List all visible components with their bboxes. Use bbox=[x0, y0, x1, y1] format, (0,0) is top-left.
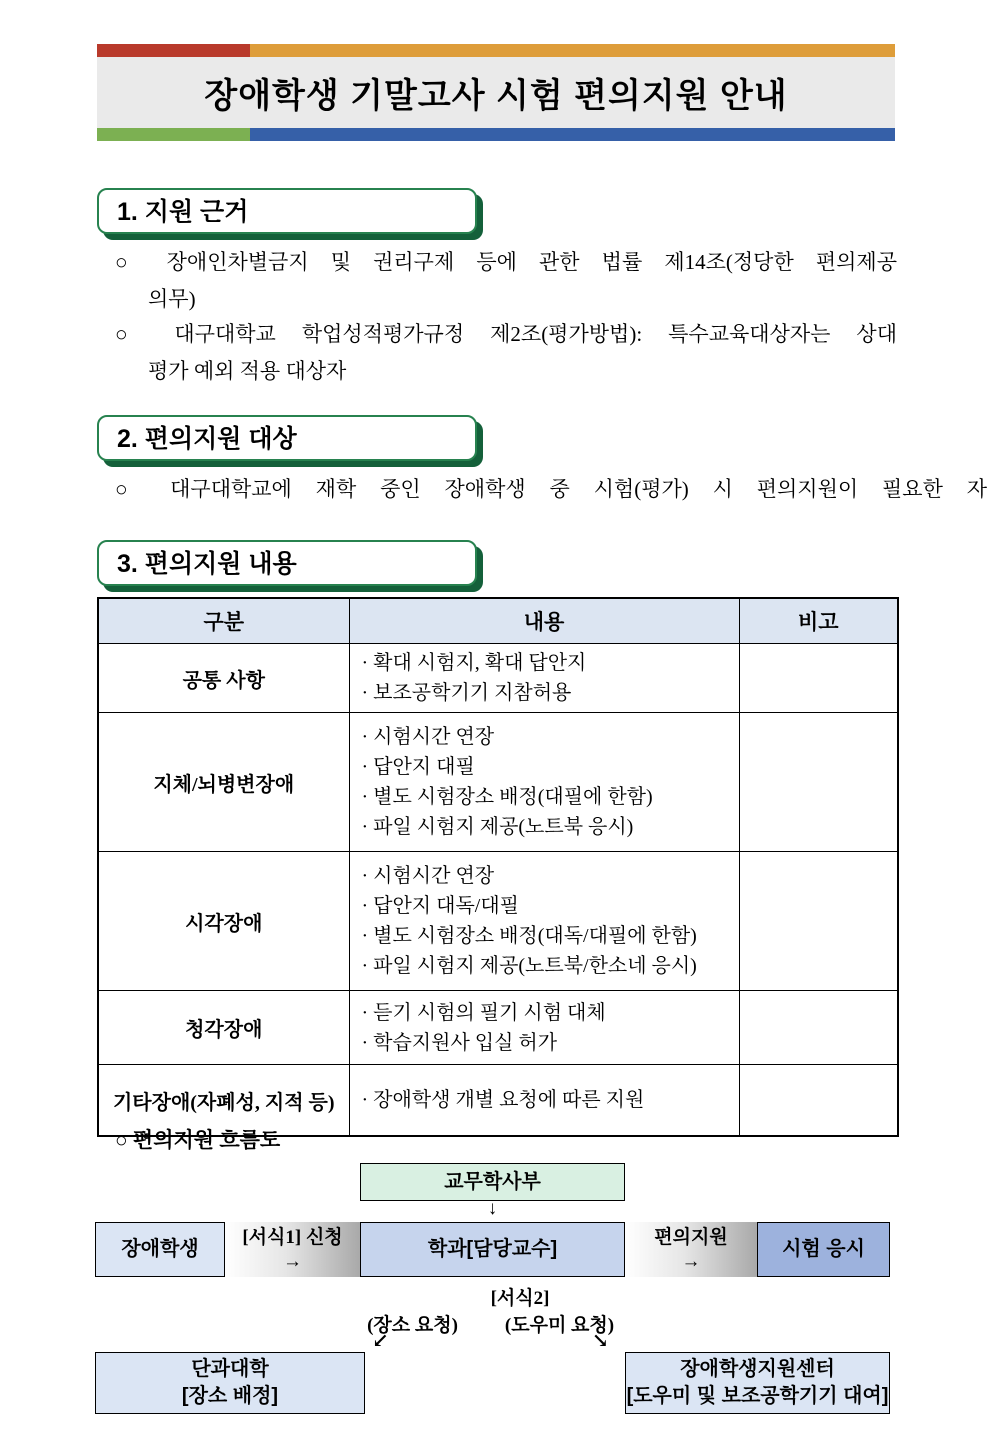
section1-bullet2-line1: ○ 대구대학교 학업성적평가규정 제2조(평가방법): 특수교육대상자는 상대 bbox=[115, 322, 897, 346]
content-item: · 답안지 대필 bbox=[361, 756, 475, 778]
flow-box-disabled-student: 장애학생 bbox=[95, 1222, 225, 1277]
section1-heading: 1. 지원 근거 bbox=[97, 188, 477, 234]
college-box-subtitle: [장소 배정] bbox=[181, 1385, 279, 1407]
content-item: · 시험시간 연장 bbox=[361, 726, 495, 748]
banner-top-bar bbox=[97, 44, 895, 57]
flow-connector-application bbox=[225, 1222, 360, 1277]
flow-box-academic-affairs: 교무학사부 bbox=[360, 1163, 625, 1201]
down-arrow-icon: ↓ bbox=[487, 1198, 498, 1219]
content-cell bbox=[349, 991, 739, 1065]
table-row bbox=[98, 644, 898, 713]
section2-heading: 2. 편의지원 대상 bbox=[97, 415, 477, 461]
college-box-title: 단과대학 bbox=[191, 1358, 269, 1380]
category-cell: 공통 사항 bbox=[98, 644, 349, 713]
connector-label: [서식1] 신청 bbox=[242, 1226, 343, 1248]
right-arrow-icon: → bbox=[283, 1250, 302, 1272]
down-left-arrow-icon: ↙ bbox=[372, 1330, 389, 1352]
center-box-title: 장애학생지원센터 bbox=[680, 1358, 835, 1380]
helper-request-caption: (도우미 요청) bbox=[504, 1315, 615, 1336]
section1-bullet2-line2: 평가 예외 적용 대상자 bbox=[148, 359, 347, 383]
flow-connector-support bbox=[625, 1222, 757, 1277]
category-cell: 지체/뇌병변장애 bbox=[98, 713, 349, 852]
banner-bottom-bar-blue-segment bbox=[250, 128, 895, 141]
page-title: 장애학생 기말고사 시험 편의지원 안내 bbox=[97, 57, 895, 128]
table-row bbox=[98, 991, 898, 1065]
flow-box-college bbox=[95, 1352, 365, 1414]
content-item: · 듣기 시험의 필기 시험 대체 bbox=[361, 1001, 606, 1024]
section1-bullet1-line2: 의무) bbox=[148, 287, 196, 311]
section3-heading: 3. 편의지원 내용 bbox=[97, 540, 477, 586]
content-item: · 파일 시험지 제공(노트북 응시) bbox=[361, 816, 634, 838]
connector-label: 편의지원 bbox=[654, 1226, 728, 1248]
flow-box-disability-support-center bbox=[625, 1352, 890, 1414]
section1-bullet1-line1: ○ 장애인차별금지 및 권리구제 등에 관한 법률 제14조(정당한 편의제공 bbox=[115, 250, 897, 274]
content-cell bbox=[349, 1065, 739, 1137]
content-item: · 시험시간 연장 bbox=[361, 865, 495, 887]
banner-bottom-bar-green-segment bbox=[97, 128, 250, 141]
content-item: · 장애학생 개별 요청에 따른 지원 bbox=[361, 1089, 645, 1111]
banner-bottom-bar bbox=[97, 128, 895, 141]
category-cell: 기타장애(자폐성, 지적 등) bbox=[98, 1065, 349, 1137]
accommodation-table bbox=[97, 597, 899, 1137]
note-cell bbox=[739, 991, 898, 1065]
content-item: · 답안지 대독/대필 bbox=[361, 895, 519, 917]
section2-bullet1: ○ 대구대학교에 재학 중인 장애학생 중 시험(평가) 시 편의지원이 필요한 자 bbox=[115, 477, 987, 501]
content-item: · 별도 시험장소 배정(대필에 한함) bbox=[361, 786, 653, 808]
down-right-arrow-icon: ↘ bbox=[592, 1330, 609, 1352]
right-arrow-icon: → bbox=[681, 1250, 701, 1272]
form2-caption: [서식2] bbox=[490, 1288, 550, 1309]
column-header-content: 내용 bbox=[349, 598, 739, 644]
flow-box-department-professor: 학과[담당교수] bbox=[360, 1222, 625, 1277]
note-cell bbox=[739, 713, 898, 852]
content-item: · 별도 시험장소 배정(대독/대필에 한함) bbox=[361, 925, 697, 947]
table-header-row bbox=[98, 598, 898, 644]
content-item: · 학습지원사 입실 허가 bbox=[361, 1031, 558, 1054]
table-row bbox=[98, 713, 898, 852]
category-cell: 시각장애 bbox=[98, 852, 349, 991]
category-cell: 청각장애 bbox=[98, 991, 349, 1065]
place-request-caption: (장소 요청) bbox=[367, 1315, 458, 1336]
banner-top-bar-red-segment bbox=[97, 44, 250, 57]
flow-box-exam-taking: 시험 응시 bbox=[757, 1222, 890, 1277]
content-item: · 파일 시험지 제공(노트북/한소네 응시) bbox=[361, 955, 697, 977]
note-cell bbox=[739, 852, 898, 991]
content-item: · 보조공학기기 지참허용 bbox=[361, 682, 572, 704]
table-row bbox=[98, 852, 898, 991]
content-cell bbox=[349, 713, 739, 852]
note-cell bbox=[739, 1065, 898, 1137]
content-cell bbox=[349, 852, 739, 991]
content-cell bbox=[349, 644, 739, 713]
note-cell bbox=[739, 644, 898, 713]
flow-diagram-label: ○ 편의지원 흐름도 bbox=[115, 1128, 281, 1152]
center-box-subtitle: [도우미 및 보조공학기기 대여] bbox=[626, 1385, 889, 1407]
column-header-category: 구분 bbox=[98, 598, 349, 644]
banner-top-bar-orange-segment bbox=[250, 44, 895, 57]
column-header-note: 비고 bbox=[739, 598, 898, 644]
content-item: · 확대 시험지, 확대 답안지 bbox=[361, 652, 587, 674]
